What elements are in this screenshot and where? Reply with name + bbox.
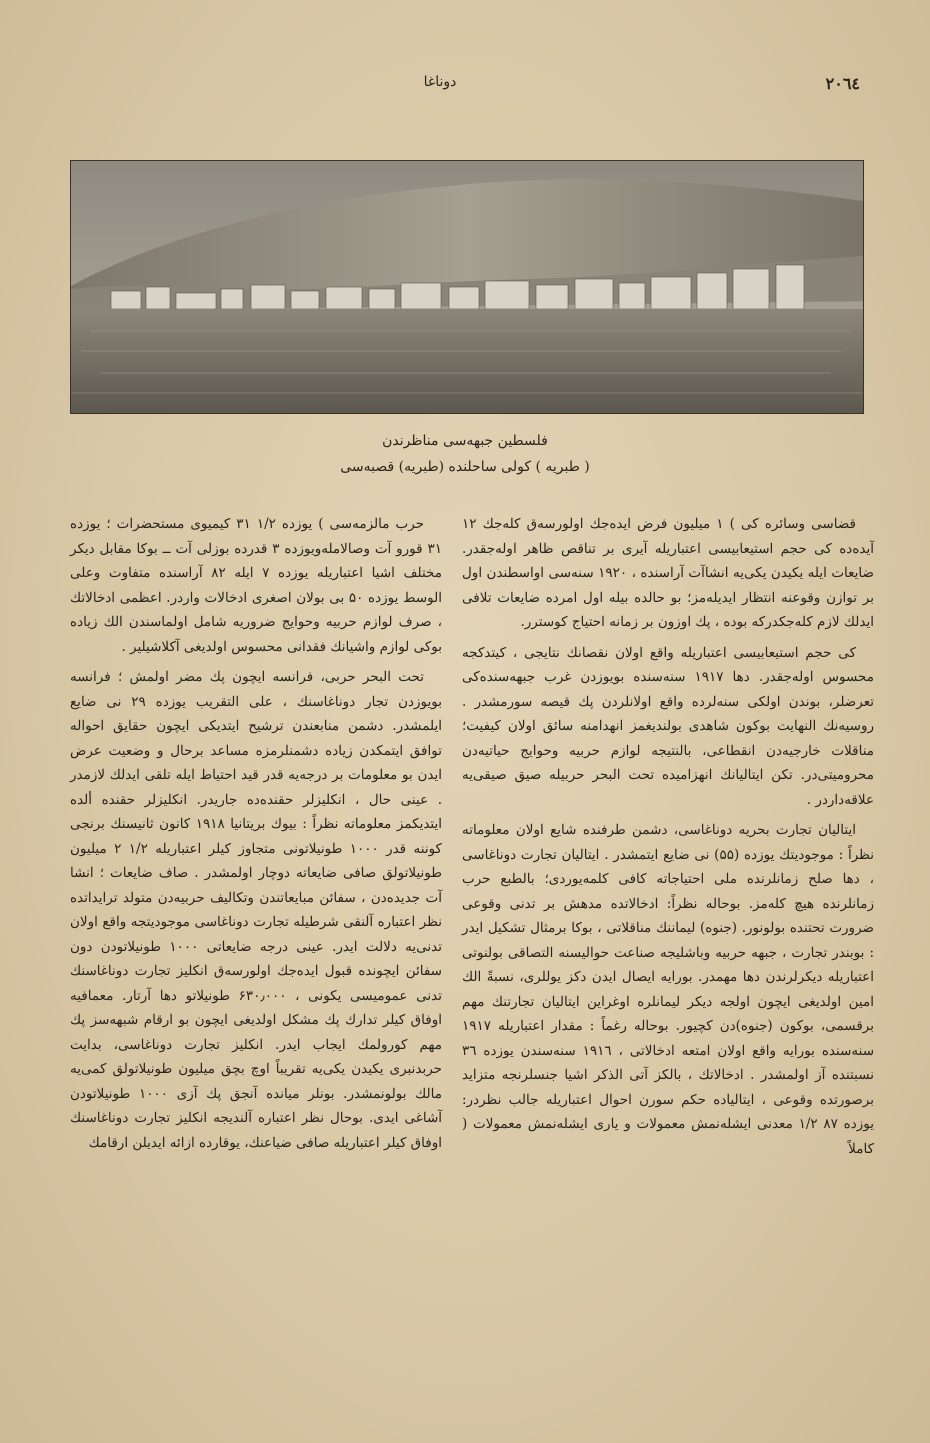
paragraph: ايتاليان تجارت بحريه دوناغاسى، دشمن طرفنده شايع اولان معلوماته نظراً : موجوديتك يوزده (۵۵) نى ضايع ايتمشدر . ايتاليان تجارت دوناغاسى ، دها صلح زمانلرنده ملى احتياجاته كافى كلمه‌يوردى؛ بالطبع حرب زمانلرنده هيچ كله‌مز. بوحاله نظراً: ادخالاتده مدهش بر تدنى وقوعى ضرورت تحتنده بولونور. (جنوه) ليماننك مناقلاتى ، بوكا برمثال تشكيل ايدر : بوبندر تجارت ، جبهه حربيه وباشليجه صناعت حواليسنه التصاقى بولنوتى اعتباريله ديكرلرندن دها مهمدر. بورايه ايصال ايدن دكز يوللرى، نسبةً الك امين اولديغى ايچون اولجه ديكر ليمانلره اوغراين ايتاليان تجارتنك مهم برقسمى، بوكون (جنوه)دن كچيور. بوحاله رغماً : مقدار اعتباريله ۱۹۱۷ سنه‌سنده بورايه واقع اولان امتعه ادخالاتى ، ۱۹۱٦ سنه‌سندن يوزده ۳٦ نسبتنده آز اولمشدر . ادخالاتك ، بالكز آتى الذكر اشيا جنسلرنجه متزايد برصورتده وقوعى ، ايتالياده حكم سورن احوال اعتباريله جالب نظردر: يوزده ۸۷ ۱/۲ معدنى ايشله‌نمش معمولات و يارى ايشله‌نمش معمولات ( كاملاً — [462, 822, 875, 1157]
page-number: ۲۰٦٤ — [825, 74, 860, 93]
paragraph: كى حجم استيعابيسى اعتباريله واقع اولان نقصانك نتايجى ، كيتدكجه محسوس اوله‌جقدر. دها ۱۹۱۷ سنه‌سنده بويوزدن غرب جبهه‌سنده‌كى تعرضلر، بوندن اولكى سنه‌لرده واقع اولانلردن پك قيصه سورمشدر . روسيه‌نك النهايت بوكون شاهدى بولنديغمز انهدامنه سائق اولان كيفيت؛ مناقلات خارجيه‌دن انقطاعى، بالنتيجه لوازم حربيه وحوايج حياتيه‌دن محروميتى‌در. تكن ايتاليانك انهزاميده تحت البحر حربيله صيق صيقى‌يه علاقه‌داردر . — [462, 644, 874, 808]
harbor-town-photo-icon — [71, 161, 863, 413]
photo-caption — [200, 428, 730, 480]
paragraph: تحت البحر حربى، فرانسه ايچون پك مضر اولمش ؛ فرانسه بويوزدن تجار دوناغاسنك ، على التقريب يوزده ۲۹ نى ضايع ايلمشدر. دشمن منابعندن ترشيح ايتديكى ايچون حقايق احواله توافق ايتمكدن زياده دشمنلرمزه مساعد برحال و وضعيت عرض ايدن بو معلومات بر درجه‌يه قدر قيد احتياط ايله تلقى ايدلك لازمدر . عينى حال ، انكليزلر حقنده‌ده جاريدر. انكليزلر حقنده ألده ايتديكمز معلوماته نظراً : بيوك بريتانيا ۱۹۱۸ كانون ثانيسنك برنجى كوننه قدر ۱۰۰۰ طونيلاتونى متجاوز كيلر اعتباريله ۱/۲ ۲ ميليون طونيلاتولق صافى ضايعاته دوچار اولمشدر . صاف ضايعات ؛ انشا آت جديده‌دن ، سفائن مبايعاتندن وتكاليف حربيه‌دن متولد ترايداتده نظر اعتباره آلنقى شرطيله تجارت دوناغاسى موجوديتجه واقع اولان تدنى‌يه دلالت ايدر. عينى درجه ضايعاتى ۱۰۰۰ طونيلاتودن دون سفائن ايچونده قبول ايده‌جك اولورسه‌ق انكليز تجارت دوناغاسنك تدنى عموميسى يكونى ، ۶۳۰٫۰۰۰ طونيلاتو دها آرتار. معمافيه اوفاق كيلر تدارك پك مشكل اولديغى ايچون بو ارقام شبهه‌سز پك مهم كورولمك ايجاب ايدر. انكليز تجارت دوناغاسى، بدايت حربدنبرى يكيدن يكى‌يه تقريباً اوچ بچق ميليون طونيلاتولق كمى‌يه مالك بولونمشدر. بونلر ميانده آنجق پك آزى ۱۰۰۰ طونيلاتودن آشاغى ايدى. بوحال نظر اعتباره آلنديجه انكليز تجارت دوناغاسنك اوفاق كيلر اعتباريله صافى ضياعنك، يوقارده ازائه ايديلن ارقامك — [70, 669, 442, 1151]
paragraph: قضاسى وسائره كى ) ۱ ميليون فرض ايده‌جك اولورسه‌ق كله‌جك ۱۲ آيده‌ده كى حجم استيعابيسى اعتباريله آيرى بر تناقص ظاهر اوله‌جقدر. ضايعات ايله يكيدن يكى‌يه انشاآت آراسنده ، ۱۹۲۰ سنه‌سى اواسطندن اول بر توازن وقوعنه انتظار ايديله‌مز؛ بو حالده بيله اول امرده ضايعات تلافى ايدلك لازم كله‌جكدركه بوده ، پك اوزون بر زمانه احتياج كوسترر. — [462, 516, 875, 630]
caption-line-2: ( طبريه ) كولى ساحلنده (طبريه) قصبه‌سى — [340, 459, 590, 475]
paragraph: حرب مالزمه‌سى ) يوزده ۱/۲ ۳۱ كيميوى مستحضرات ؛ يوزده ۳۱ قورو آت وصالامله‌ويوزده ۳ قدرده بوزلى آت ــ بوكا مقابل ديكر مختلف اشيا اعتباريله يوزده ۷ ايله ۸۲ آراسنده متفاوت وعلى الوسط يوزده ۵۰ بى بولان اصغرى ادخالات واردر. اعظمى ادخالاتك ، صرف لوازم حربيه وحوايج ضروريه شامل اولماسندن الك زياده بوكى لوازم واشيانك فقدانى محسوس اولديغى آكلاشيلير . — [70, 516, 442, 655]
left-text-column — [70, 512, 442, 1161]
harbor-town-photo — [70, 160, 864, 414]
right-text-column — [462, 512, 874, 1167]
running-title: دوناغا — [423, 74, 457, 90]
caption-line-1: فلسطين جبهه‌سى مناظرندن — [382, 433, 548, 449]
